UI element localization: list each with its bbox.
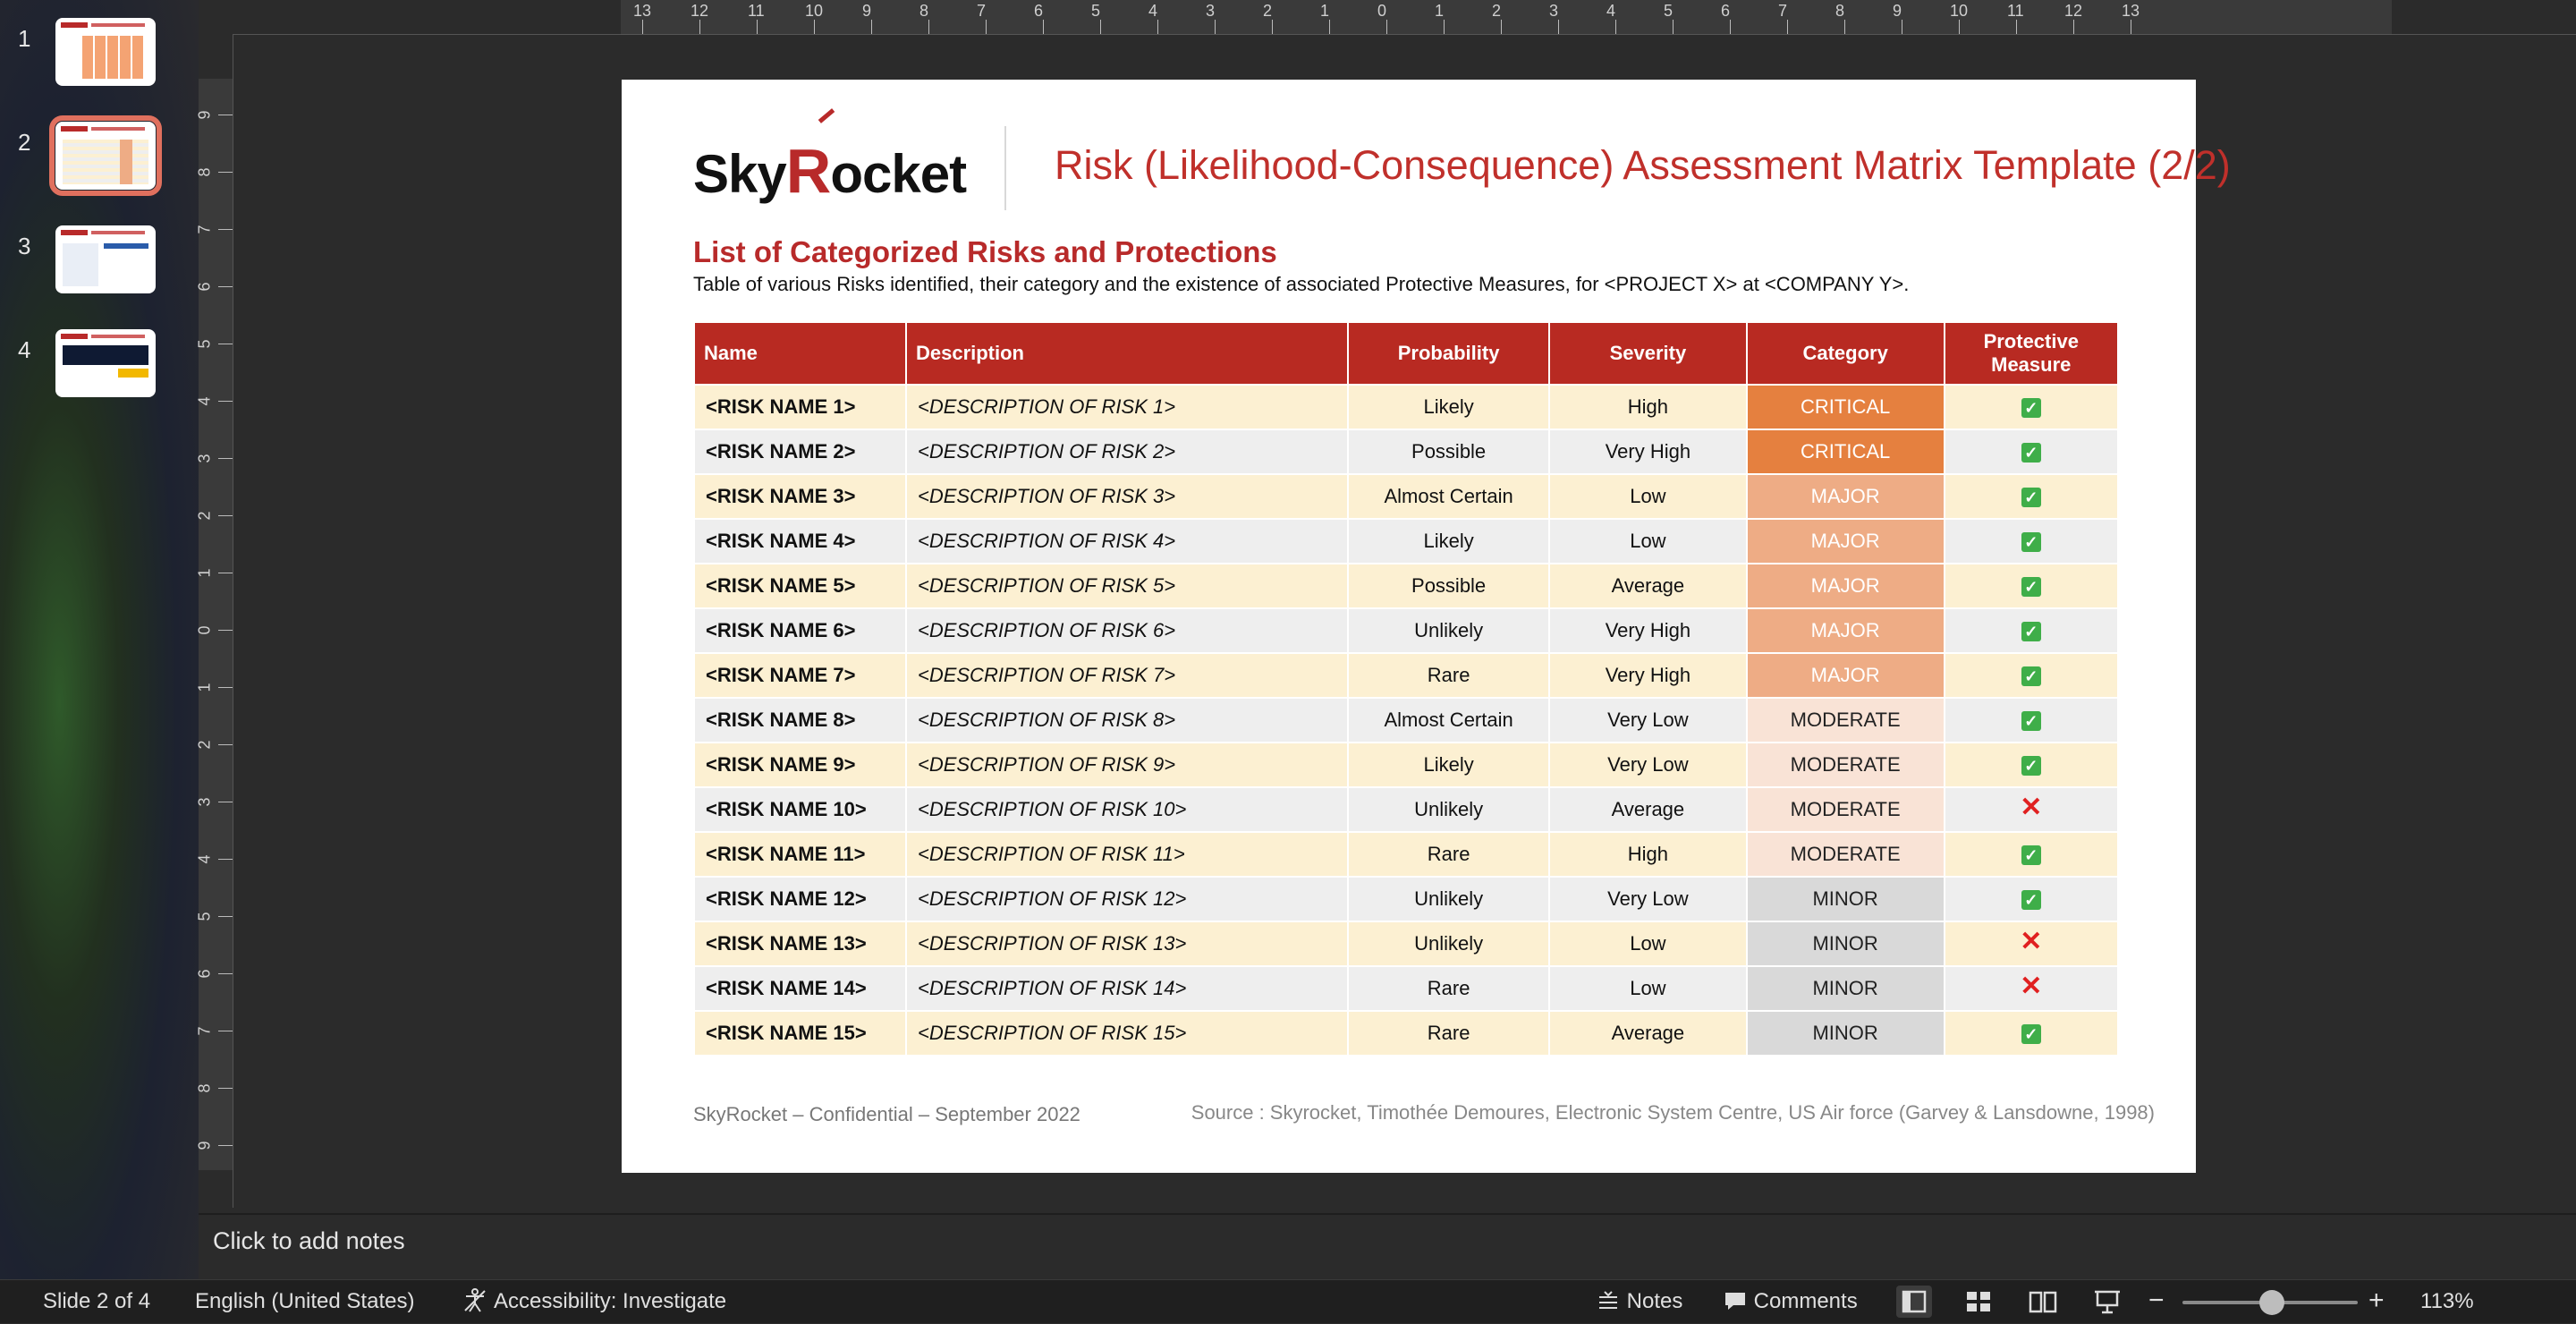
- section-description[interactable]: Table of various Risks identified, their category and the existence of associated Protective Measures, for <PROJECT X> at <COMPANY Y>.: [693, 273, 1910, 295]
- thumbnail-slide-1[interactable]: [0, 18, 199, 98]
- ruler-tick-label: 2: [1492, 2, 1502, 20]
- risk-description-cell[interactable]: <DESCRIPTION OF RISK 15>: [907, 1012, 1347, 1055]
- category-cell[interactable]: CRITICAL: [1748, 430, 1944, 473]
- category-cell[interactable]: MODERATE: [1748, 833, 1944, 876]
- severity-cell[interactable]: Average: [1550, 564, 1746, 607]
- risk-description-cell[interactable]: <DESCRIPTION OF RISK 7>: [907, 654, 1347, 697]
- ruler-tick-label: 7: [195, 225, 214, 234]
- check-icon: ✓: [2021, 577, 2041, 597]
- ruler-tick-label: 9: [862, 2, 872, 20]
- category-cell[interactable]: MAJOR: [1748, 475, 1944, 518]
- probability-cell[interactable]: Unlikely: [1349, 922, 1548, 965]
- risk-description-cell[interactable]: <DESCRIPTION OF RISK 14>: [907, 967, 1347, 1010]
- thumbnail-number: 4: [18, 336, 31, 363]
- ruler-tick-label: 1: [1320, 2, 1330, 20]
- severity-cell[interactable]: High: [1550, 833, 1746, 876]
- table-row: [695, 430, 2117, 473]
- accessibility-icon: [462, 1287, 488, 1314]
- severity-cell[interactable]: Low: [1550, 475, 1746, 518]
- probability-cell[interactable]: Unlikely: [1349, 878, 1548, 921]
- ruler-tick-label: 0: [195, 625, 214, 635]
- probability-cell[interactable]: Unlikely: [1349, 609, 1548, 652]
- category-cell[interactable]: MODERATE: [1748, 743, 1944, 786]
- grid-icon: [1961, 1286, 1996, 1318]
- ruler-tick-label: 7: [977, 2, 987, 20]
- ruler-tick-label: 7: [1778, 2, 1788, 20]
- ruler-tick-label: 6: [195, 969, 214, 979]
- ruler-tick-label: 10: [1950, 2, 1969, 20]
- check-icon: ✓: [2021, 443, 2041, 463]
- comments-label: Comments: [1753, 1289, 1858, 1313]
- ruler-tick-label: 5: [195, 912, 214, 921]
- protective-measure-cell[interactable]: [1945, 1012, 2117, 1055]
- risk-table[interactable]: [693, 321, 2119, 1057]
- severity-cell[interactable]: Very Low: [1550, 878, 1746, 921]
- thumbnail-number: 1: [18, 25, 31, 52]
- severity-cell[interactable]: Low: [1550, 922, 1746, 965]
- severity-cell[interactable]: Very High: [1550, 654, 1746, 697]
- ruler-tick-label: 6: [1721, 2, 1731, 20]
- risk-name-cell[interactable]: <RISK NAME 10>: [695, 788, 905, 831]
- slide-title[interactable]: Risk (Likelihood-Consequence) Assessment Matrix Template (2/2): [1055, 142, 2231, 188]
- table-row: [695, 609, 2117, 652]
- risk-name-cell[interactable]: <RISK NAME 8>: [695, 699, 905, 742]
- ruler-tick-label: 11: [748, 2, 765, 20]
- thumbnail-image[interactable]: [55, 225, 156, 293]
- thumbnail-slide-4[interactable]: [0, 329, 199, 410]
- check-icon: ✓: [2021, 890, 2041, 910]
- slide-counter: Slide 2 of 4: [43, 1289, 151, 1313]
- book-icon: [2025, 1286, 2061, 1318]
- risk-name-cell[interactable]: <RISK NAME 4>: [695, 520, 905, 563]
- footer-confidential[interactable]: SkyRocket – Confidential – September 2022: [693, 1103, 1080, 1125]
- risk-description-cell[interactable]: <DESCRIPTION OF RISK 5>: [907, 564, 1347, 607]
- category-cell[interactable]: MAJOR: [1748, 564, 1944, 607]
- ruler-tick-label: 8: [1835, 2, 1845, 20]
- ruler-tick-label: 0: [1377, 2, 1387, 20]
- category-cell[interactable]: MODERATE: [1748, 699, 1944, 742]
- thumbnail-number: 2: [18, 129, 31, 156]
- reading-view-button[interactable]: [2025, 1286, 2061, 1318]
- ruler-tick-label: 12: [691, 2, 709, 20]
- accessibility-button[interactable]: [462, 1289, 726, 1314]
- probability-cell[interactable]: Likely: [1349, 386, 1548, 429]
- category-cell[interactable]: CRITICAL: [1748, 386, 1944, 429]
- slide-sorter-view-button[interactable]: [1961, 1286, 1996, 1318]
- ruler-tick-label: 3: [1206, 2, 1216, 20]
- status-bar: [0, 1279, 2576, 1323]
- risk-name-cell[interactable]: <RISK NAME 12>: [695, 878, 905, 921]
- ruler-tick-label: 4: [195, 396, 214, 406]
- probability-cell[interactable]: Rare: [1349, 967, 1548, 1010]
- ruler-tick-label: 12: [2064, 2, 2083, 20]
- language-button[interactable]: English (United States): [195, 1289, 415, 1313]
- ruler-tick-label: 7: [195, 1026, 214, 1036]
- horizontal-ruler: [199, 0, 2576, 35]
- risk-description-cell[interactable]: <DESCRIPTION OF RISK 9>: [907, 743, 1347, 786]
- table-row: [695, 788, 2117, 831]
- ruler-tick-label: 1: [195, 683, 214, 692]
- table-row: [695, 878, 2117, 921]
- ruler-tick-label: 9: [195, 110, 214, 120]
- ruler-tick-label: 5: [1664, 2, 1674, 20]
- protective-measure-cell[interactable]: [1945, 386, 2117, 429]
- horizontal-ruler-scale: [621, 0, 2392, 34]
- ruler-tick-label: 9: [1893, 2, 1902, 20]
- probability-cell[interactable]: Almost Certain: [1349, 699, 1548, 742]
- vertical-ruler-scale: [195, 79, 233, 1170]
- protective-measure-cell[interactable]: [1945, 788, 2117, 831]
- header-divider: [1004, 126, 1006, 210]
- table-row: [695, 386, 2117, 429]
- thumbnail-slide-3[interactable]: [0, 225, 199, 306]
- zoom-level[interactable]: 113%: [2420, 1289, 2474, 1313]
- risk-name-cell[interactable]: <RISK NAME 5>: [695, 564, 905, 607]
- risk-name-cell[interactable]: <RISK NAME 7>: [695, 654, 905, 697]
- check-icon: ✓: [2021, 845, 2041, 865]
- ruler-tick-label: 4: [195, 854, 214, 864]
- section-title[interactable]: List of Categorized Risks and Protections: [693, 235, 1277, 268]
- ruler-tick-label: 2: [195, 511, 214, 521]
- check-icon: ✓: [2021, 711, 2041, 731]
- comment-icon: [1723, 1290, 1748, 1311]
- risk-description-cell[interactable]: <DESCRIPTION OF RISK 2>: [907, 430, 1347, 473]
- header-category: Category: [1748, 323, 1944, 384]
- zoom-out-button[interactable]: −: [2148, 1286, 2165, 1315]
- probability-cell[interactable]: Almost Certain: [1349, 475, 1548, 518]
- notes-label: Notes: [1626, 1289, 1683, 1313]
- check-icon: ✓: [2021, 666, 2041, 686]
- protective-measure-cell[interactable]: [1945, 967, 2117, 1010]
- severity-cell[interactable]: Low: [1550, 520, 1746, 563]
- probability-cell[interactable]: Rare: [1349, 654, 1548, 697]
- protective-measure-cell[interactable]: [1945, 654, 2117, 697]
- risk-description-cell[interactable]: <DESCRIPTION OF RISK 11>: [907, 833, 1347, 876]
- table-row: [695, 833, 2117, 876]
- cross-icon: ✕: [2020, 972, 2043, 1001]
- check-icon: ✓: [2021, 488, 2041, 507]
- risk-description-cell[interactable]: <DESCRIPTION OF RISK 4>: [907, 520, 1347, 563]
- check-icon: ✓: [2021, 532, 2041, 552]
- header-description: Description: [907, 323, 1347, 384]
- notes-placeholder[interactable]: Click to add notes: [213, 1227, 405, 1254]
- severity-cell[interactable]: High: [1550, 386, 1746, 429]
- protective-measure-cell[interactable]: [1945, 833, 2117, 876]
- notes-button[interactable]: [1596, 1289, 1682, 1314]
- normal-view-icon: [1896, 1286, 1932, 1318]
- ruler-tick-label: 10: [805, 2, 824, 20]
- table-row: [695, 967, 2117, 1010]
- probability-cell[interactable]: Possible: [1349, 430, 1548, 473]
- header-name: Name: [695, 323, 905, 384]
- protective-measure-cell[interactable]: [1945, 878, 2117, 921]
- zoom-slider-handle[interactable]: [2259, 1290, 2284, 1315]
- header-protective-measure: Protective Measure: [1945, 323, 2117, 384]
- risk-description-cell[interactable]: <DESCRIPTION OF RISK 13>: [907, 922, 1347, 965]
- ruler-tick-label: 6: [1034, 2, 1044, 20]
- ruler-tick-label: 5: [1091, 2, 1101, 20]
- ruler-tick-label: 3: [195, 797, 214, 807]
- table-row: [695, 520, 2117, 563]
- ruler-tick-label: 11: [2007, 2, 2024, 20]
- risk-name-cell[interactable]: <RISK NAME 14>: [695, 967, 905, 1010]
- thumbnail-number: 3: [18, 233, 31, 259]
- protective-measure-cell[interactable]: [1945, 520, 2117, 563]
- header-severity: Severity: [1550, 323, 1746, 384]
- risk-name-cell[interactable]: <RISK NAME 2>: [695, 430, 905, 473]
- presentation-icon: [2089, 1286, 2125, 1318]
- category-cell[interactable]: MODERATE: [1748, 788, 1944, 831]
- table-row: [695, 699, 2117, 742]
- protective-measure-cell[interactable]: [1945, 743, 2117, 786]
- risk-description-cell[interactable]: <DESCRIPTION OF RISK 3>: [907, 475, 1347, 518]
- ruler-tick-label: 13: [633, 2, 652, 20]
- risk-name-cell[interactable]: <RISK NAME 13>: [695, 922, 905, 965]
- severity-cell[interactable]: Very High: [1550, 609, 1746, 652]
- category-cell[interactable]: MINOR: [1748, 967, 1944, 1010]
- notes-icon: [1596, 1290, 1621, 1311]
- cross-icon: ✕: [2020, 927, 2043, 956]
- risk-name-cell[interactable]: <RISK NAME 11>: [695, 833, 905, 876]
- protective-measure-cell[interactable]: [1945, 564, 2117, 607]
- risk-name-cell[interactable]: <RISK NAME 6>: [695, 609, 905, 652]
- ruler-tick-label: 6: [195, 282, 214, 292]
- zoom-in-button[interactable]: +: [2368, 1286, 2385, 1315]
- table-row: [695, 1012, 2117, 1055]
- normal-view-button[interactable]: [1896, 1286, 1932, 1318]
- skyrocket-logo: SkyR ocket: [693, 135, 966, 207]
- thumbnail-slide-2[interactable]: [0, 122, 199, 202]
- risk-name-cell[interactable]: <RISK NAME 15>: [695, 1012, 905, 1055]
- ruler-tick-label: 8: [195, 1083, 214, 1093]
- protective-measure-cell[interactable]: [1945, 922, 2117, 965]
- severity-cell[interactable]: Average: [1550, 1012, 1746, 1055]
- risk-name-cell[interactable]: <RISK NAME 1>: [695, 386, 905, 429]
- protective-measure-cell[interactable]: [1945, 609, 2117, 652]
- thumbnail-image[interactable]: [55, 18, 156, 86]
- category-cell[interactable]: MAJOR: [1748, 609, 1944, 652]
- ruler-tick-label: 2: [195, 740, 214, 750]
- ruler-tick-label: 5: [195, 339, 214, 349]
- category-cell[interactable]: MAJOR: [1748, 520, 1944, 563]
- risk-description-cell[interactable]: <DESCRIPTION OF RISK 12>: [907, 878, 1347, 921]
- header-probability: Probability: [1349, 323, 1548, 384]
- ruler-tick-label: 4: [1606, 2, 1616, 20]
- table-row: [695, 654, 2117, 697]
- ruler-tick-label: 8: [195, 167, 214, 177]
- table-header-row: [695, 323, 2117, 384]
- table-row: [695, 922, 2117, 965]
- probability-cell[interactable]: Rare: [1349, 1012, 1548, 1055]
- slide-thumbnail-pane: [0, 0, 199, 1279]
- category-cell[interactable]: MINOR: [1748, 922, 1944, 965]
- ruler-tick-label: 8: [919, 2, 929, 20]
- footer-source[interactable]: Source : Skyrocket, Timothée Demoures, Electronic System Centre, US Air force (Garvey & Lansdowne, 1998): [1191, 1101, 2155, 1124]
- protective-measure-cell[interactable]: [1945, 475, 2117, 518]
- comments-button[interactable]: [1723, 1289, 1858, 1314]
- table-row: [695, 475, 2117, 518]
- protective-measure-cell[interactable]: [1945, 699, 2117, 742]
- risk-name-cell[interactable]: <RISK NAME 3>: [695, 475, 905, 518]
- probability-cell[interactable]: Rare: [1349, 833, 1548, 876]
- severity-cell[interactable]: Very Low: [1550, 743, 1746, 786]
- severity-cell[interactable]: Average: [1550, 788, 1746, 831]
- category-cell[interactable]: MINOR: [1748, 1012, 1944, 1055]
- check-icon: ✓: [2021, 398, 2041, 418]
- ruler-tick-label: 3: [195, 454, 214, 463]
- thumbnail-image[interactable]: [55, 122, 156, 190]
- risk-description-cell[interactable]: <DESCRIPTION OF RISK 8>: [907, 699, 1347, 742]
- probability-cell[interactable]: Likely: [1349, 520, 1548, 563]
- slideshow-button[interactable]: [2089, 1286, 2125, 1318]
- ruler-tick-label: 3: [1549, 2, 1559, 20]
- risk-description-cell[interactable]: <DESCRIPTION OF RISK 10>: [907, 788, 1347, 831]
- risk-description-cell[interactable]: <DESCRIPTION OF RISK 6>: [907, 609, 1347, 652]
- ruler-tick-label: 9: [195, 1141, 214, 1150]
- accessibility-label: Accessibility: Investigate: [494, 1289, 727, 1313]
- risk-description-cell[interactable]: <DESCRIPTION OF RISK 1>: [907, 386, 1347, 429]
- vertical-ruler: [195, 34, 233, 1208]
- severity-cell[interactable]: Very Low: [1550, 699, 1746, 742]
- ruler-tick-label: 2: [1263, 2, 1273, 20]
- table-row: [695, 564, 2117, 607]
- ruler-tick-label: 13: [2122, 2, 2140, 20]
- probability-cell[interactable]: Possible: [1349, 564, 1548, 607]
- check-icon: ✓: [2021, 756, 2041, 776]
- risk-name-cell[interactable]: <RISK NAME 9>: [695, 743, 905, 786]
- probability-cell[interactable]: Likely: [1349, 743, 1548, 786]
- category-cell[interactable]: MINOR: [1748, 878, 1944, 921]
- check-icon: ✓: [2021, 1024, 2041, 1044]
- thumbnail-image[interactable]: [55, 329, 156, 397]
- probability-cell[interactable]: Unlikely: [1349, 788, 1548, 831]
- ruler-tick-label: 4: [1148, 2, 1158, 20]
- severity-cell[interactable]: Very High: [1550, 430, 1746, 473]
- protective-measure-cell[interactable]: [1945, 430, 2117, 473]
- ruler-tick-label: 1: [195, 568, 214, 578]
- ruler-tick-label: 1: [1435, 2, 1445, 20]
- table-row: [695, 743, 2117, 786]
- cross-icon: ✕: [2020, 793, 2043, 822]
- notes-pane[interactable]: [199, 1213, 2576, 1281]
- slide-canvas[interactable]: [622, 80, 2231, 1173]
- category-cell[interactable]: MAJOR: [1748, 654, 1944, 697]
- severity-cell[interactable]: Low: [1550, 967, 1746, 1010]
- check-icon: ✓: [2021, 622, 2041, 641]
